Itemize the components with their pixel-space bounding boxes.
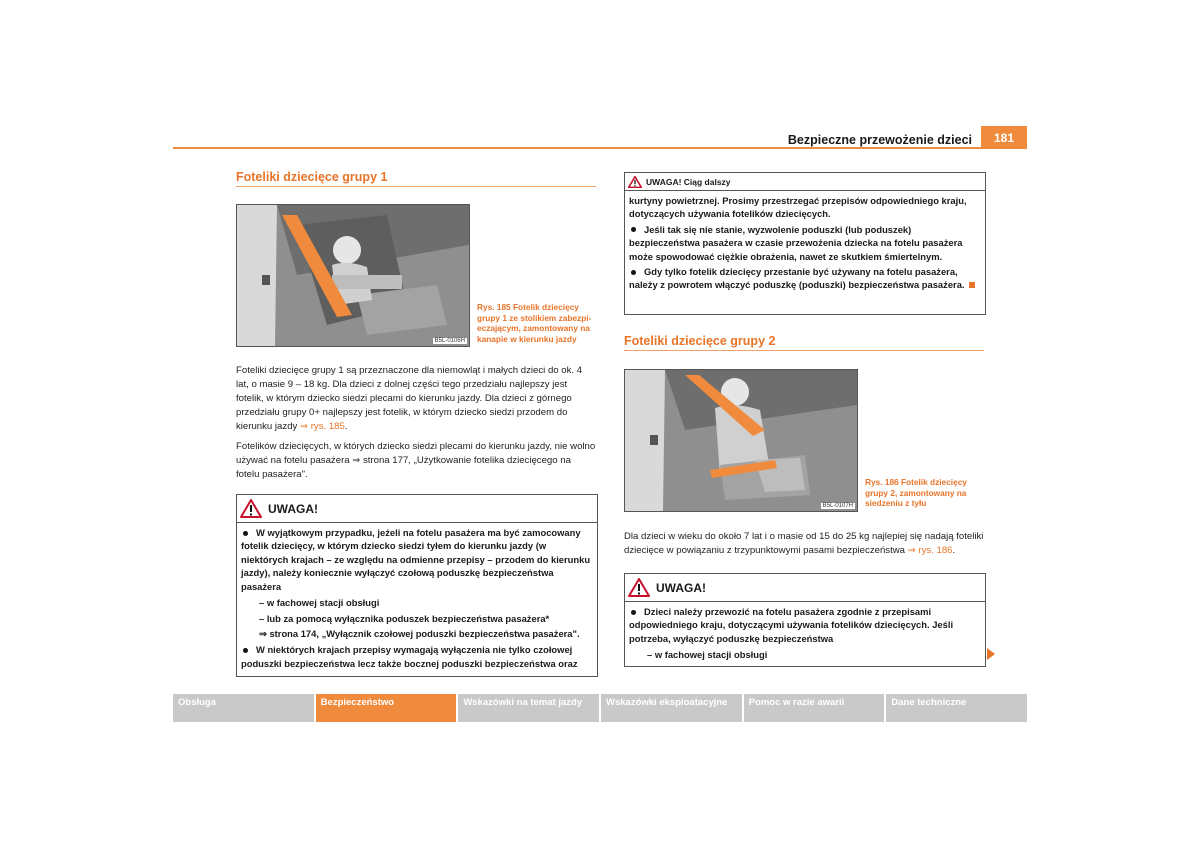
paragraph-end: . — [344, 421, 348, 432]
tab-wskazowki-jazdy[interactable]: Wskazówki na temat jazdy — [458, 694, 599, 722]
figure-186 — [624, 369, 858, 512]
figure-caption-186 — [865, 477, 990, 509]
warning-triangle-icon — [628, 578, 650, 597]
warning-dash-item: – lub za pomocą wyłącznika poduszek bezpieczeństwa pasażera* — [259, 613, 550, 625]
warning-item — [629, 605, 981, 645]
warning-item — [629, 223, 981, 263]
paragraph — [236, 364, 597, 434]
warning-header — [625, 173, 985, 191]
warning-item — [241, 526, 593, 593]
warning-item-text: Jeśli tak się nie stanie, wyzwolenie poduszki (lub poduszek) bezpieczeństwa pasażera w czasie przewożenia dziecka na fotelu pasażera może spowodować ciężkie obrażenia, nawet ze skutkiem śmiertelnym. — [629, 223, 963, 262]
heading-group-1: Foteliki dziecięce grupy 1 — [236, 170, 596, 187]
page-number: 181 — [981, 126, 1027, 149]
section-title: Bezpieczne przewożenie dzieci — [787, 133, 972, 147]
continue-arrow-icon — [987, 648, 995, 660]
paragraph-text: Dla dzieci w wieku do około 7 lat i o masie od 15 do 25 kg najlepiej się nadają foteliki dziecięce w powiązaniu z trzypunktowymi pasami bezpieczeństwa — [624, 531, 984, 556]
tab-dane-techniczne[interactable]: Dane techniczne — [886, 694, 1027, 722]
warning-dash-item: – w fachowej stacji obsługi — [259, 597, 380, 609]
warning-item-text: Dzieci należy przewozić na fotelu pasażera zgodnie z przepisami odpowiedniego kraju, dotyczącymi używania fotelików dziecięcych. Jeśli potrzeba, wyłączyć poduszkę bezpieczeństwa — [629, 606, 954, 644]
bullet-icon — [631, 610, 636, 615]
warning-body — [625, 602, 985, 668]
caption-line: siedzeniu z tyłu — [865, 498, 927, 509]
figure-link[interactable]: ⇒ rys. 185 — [300, 421, 345, 432]
right-body-text — [624, 530, 985, 564]
caption-line: eczającym, zamontowany na — [477, 323, 590, 334]
heading-group-2: Foteliki dziecięce grupy 2 — [624, 334, 984, 351]
warning-item-text: Gdy tylko fotelik dziecięcy przestanie być używany na fotelu pasażera, należy z powrotem włączyć poduszkę (poduszki) bezpieczeństwa pasażera. — [629, 266, 965, 291]
figure-185 — [236, 204, 470, 347]
warning-header — [625, 574, 985, 602]
figure-code: B5L-0106H — [434, 338, 465, 344]
paragraph-end: . — [952, 545, 956, 556]
tab-wskazowki-eksploatacyjne[interactable]: Wskazówki eksploatacyjne — [601, 694, 742, 722]
footer-nav — [173, 694, 1027, 722]
left-body-text — [236, 364, 597, 488]
warning-triangle-icon — [628, 176, 642, 188]
tab-pomoc[interactable]: Pomoc w razie awarii — [744, 694, 885, 722]
warning-box-right — [624, 573, 986, 667]
figure-185-illustration — [237, 205, 469, 346]
warning-triangle-icon — [240, 499, 262, 518]
warning-box-left — [236, 494, 598, 677]
warning-title: UWAGA! — [656, 580, 706, 595]
warning-title: UWAGA! Ciąg dalszy — [646, 176, 731, 187]
caption-line: grupy 1 ze stolikiem zabezpi- — [477, 312, 592, 323]
figure-link[interactable]: ⇒ rys. 186 — [907, 545, 953, 556]
warning-item-text: W wyjątkowym przypadku, jeżeli na fotelu pasażera ma być zamocowany fotelik dziecięcy, w którym dziecko siedzi tyłem do kierunku jazdy (w niektórych krajach – ze względu na odmienne przepisy – przodem do kierunku jazdy), należy koniecznie wyłączyć czołową poduszkę bezpieczeństwa pasażera — [241, 527, 591, 592]
paragraph-text: Foteliki dziecięce grupy 1 są przeznaczone dla niemowląt i małych dzieci do ok. 4 lat, o masie 9 – 18 kg. Dla dzieci z dolnej części tego przedziału najlepszy jest fotelik, w którym dziecko siedzi plecami do kierunku jazdy. Dla dzieci z górnego przedziału grupy 0+ najlepszy jest fotelik, w którym dziecko siedzi przodem do kierunku jazdy — [236, 365, 583, 432]
bullet-icon — [631, 270, 636, 275]
paragraph: Fotelików dziecięcych, w których dziecko siedzi plecami do kierunku jazdy, nie wolno używać na fotelu pasażera ⇒ strona 177, „Użytkowanie fotelika dziecięcego na fotelu pasażera". — [236, 441, 596, 480]
warning-header — [237, 495, 597, 523]
square-end-icon — [969, 282, 975, 288]
warning-reference: ⇒ strona 174, „Wyłącznik czołowej poduszki bezpieczeństwa pasażera". — [259, 627, 580, 639]
header-rule — [173, 147, 1027, 149]
figure-186-illustration — [625, 370, 857, 511]
warning-body — [625, 191, 985, 297]
tab-bezpieczenstwo[interactable]: Bezpieczeństwo — [316, 694, 457, 722]
warning-item-text: W niektórych krajach przepisy wymagają wyłączenia nie tylko czołowej poduszki bezpieczeństwa lecz także bocznej poduszki bezpieczeństwa oraz — [241, 644, 578, 669]
warning-box-continued — [624, 172, 986, 315]
warning-body — [237, 523, 597, 675]
caption-line: grupy 2, zamontowany na — [865, 487, 967, 498]
warning-item — [241, 643, 593, 670]
bullet-icon — [631, 227, 636, 232]
caption-line: kanapie w kierunku jazdy — [477, 333, 577, 344]
warning-text: kurtyny powietrznej. Prosimy przestrzegać przepisów odpowiedniego kraju, dotyczących używania fotelików dziecięcych. — [629, 195, 967, 220]
figure-code: B5L-0107H — [822, 503, 853, 509]
paragraph — [624, 530, 985, 558]
warning-title: UWAGA! — [268, 501, 318, 516]
bullet-icon — [243, 648, 248, 653]
caption-line: Rys. 185 Fotelik dziecięcy — [477, 302, 579, 312]
caption-line: Rys. 186 Fotelik dziecięcy — [865, 477, 967, 487]
tab-obsluga[interactable]: Obsługa — [173, 694, 314, 722]
warning-item — [629, 265, 981, 292]
bullet-icon — [243, 531, 248, 536]
figure-caption-185 — [477, 302, 602, 344]
warning-dash-item: – w fachowej stacji obsługi — [647, 649, 768, 661]
